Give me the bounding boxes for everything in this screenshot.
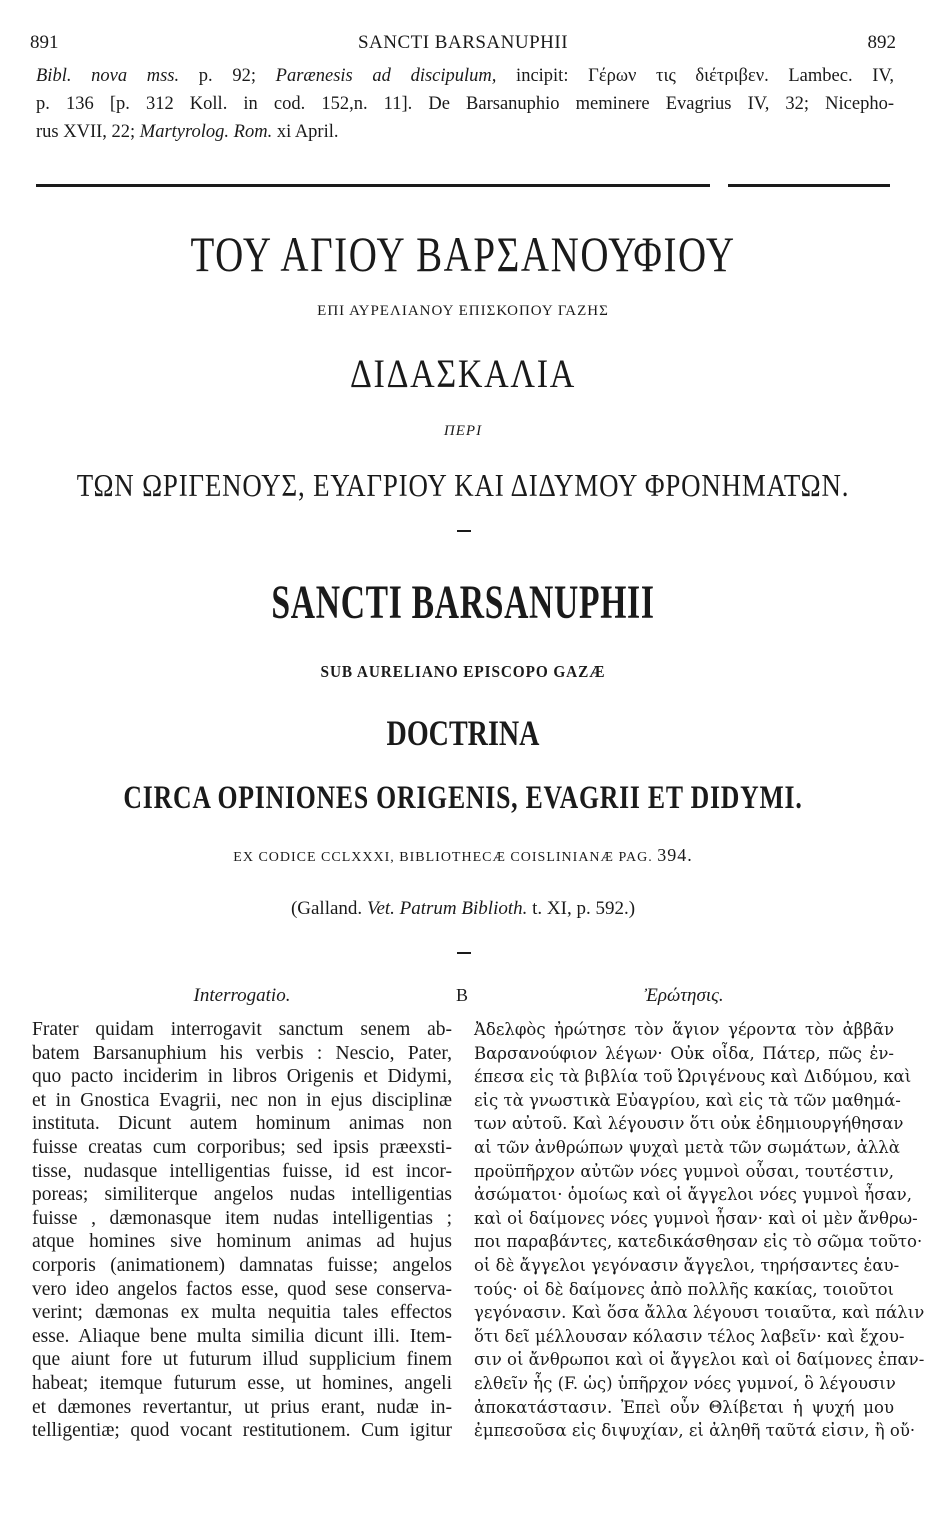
greek-didaskalia: ΔΙΔΑΣΚΑΛΙΑ bbox=[349, 351, 577, 396]
text-line: Frater quidam interrogavit sanctum senem ab- bbox=[32, 1019, 452, 1040]
text-line: εἰς τὰ γνωστικὰ Εὐαγρίου, καὶ εἰς τὰ τῶν μαθημά- bbox=[474, 1090, 901, 1110]
greek-ton-line: ΤΩΝ ΩΡΙΓΕΝΟΥΣ, ΕΥΑΓΡΙΟΥ ΚΑΙ ΔΙΔΥΜΟΥ ΦΡΟΝΗΜΑΤΩΝ. bbox=[76, 467, 850, 503]
section-rule-left bbox=[36, 184, 710, 187]
text-line: ἀσώματοι· ὁμοίως καὶ οἱ ἄγγελοι νόες γυμνοὶ ἦσαν, bbox=[474, 1185, 912, 1205]
greek-title: ΤΟΥ ΑΓΙΟΥ ΒΑΡΣΑΝΟΥΦΙΟΥ bbox=[190, 226, 736, 282]
running-title: SANCTI BARSANUPHII bbox=[357, 32, 569, 53]
bibliographic-reference bbox=[36, 62, 894, 146]
text-line: fuisse creatas cum corporibus; sed ipsis præexsti- bbox=[32, 1136, 452, 1158]
text-line: ὅτι δεῖ μέλλουσαν κόλασιν τέλος λαβεῖν· καὶ ἔχου- bbox=[474, 1326, 905, 1346]
latin-subtitle: SUB AURELIANO EPISCOPO GAZÆ bbox=[320, 662, 606, 681]
reference-lambec: Lambec. IV, bbox=[768, 66, 895, 86]
text-line: tisse, nudasque intelligentias fuisse, id est incor- bbox=[32, 1160, 452, 1182]
text-line: έπεσα εἰς τὰ βιβλία τοῦ Ὠριγένους καὶ Διδύμου, καὶ bbox=[474, 1067, 912, 1087]
galland-citation bbox=[0, 898, 926, 920]
text-line: Ἀδελφὸς ἠρώτησε τὸν ἅγιον γέροντα τὸν ἀββᾶν bbox=[474, 1020, 894, 1039]
galland-work: Vet. Patrum Biblioth. bbox=[366, 898, 528, 919]
greek-column-heading: Ἐρώτησις. bbox=[644, 985, 724, 1006]
source-codex-page: 394. bbox=[657, 845, 693, 865]
page-number-left: 891 bbox=[30, 32, 59, 53]
text-line: que aiunt fore ut futurum illud supplicium finem bbox=[32, 1349, 452, 1371]
greek-text-column bbox=[474, 1018, 925, 1443]
latin-doctrina: DOCTRINA bbox=[386, 713, 540, 753]
text-line: ἐμπεσοῦσα εἰς διψυχίαν, εἰ ἀληθῆ ταῦτά εἰσιν, ἢ οὔ· bbox=[474, 1421, 916, 1441]
source-codex-line bbox=[0, 845, 926, 866]
divider-dash bbox=[457, 530, 471, 532]
text-line: instituta. Dicunt autem hominum animas non bbox=[32, 1113, 452, 1135]
text-line: poreas; similiterque angelos nudas intelligentias bbox=[32, 1184, 452, 1206]
section-rule-right bbox=[728, 184, 890, 187]
reference-line-2: p. 136 [p. 312 Koll. in cod. 152,n. 11]. De Barsanuphio meminere Evagrius IV, 32; Nicepho- bbox=[36, 94, 894, 114]
text-line: αἱ τῶν ἀνθρώπων ψυχαὶ μετὰ τῶν σωμάτων, ἀλλὰ bbox=[474, 1137, 900, 1157]
latin-column-heading: Interrogatio. bbox=[193, 985, 291, 1006]
reference-april: xi April. bbox=[272, 122, 339, 142]
text-line: ποι παραβάντες, κατεδικάσθησαν εἰς τὸ σῶμα τοῦτο· bbox=[474, 1232, 923, 1252]
running-header bbox=[30, 32, 896, 62]
divider-dash-2 bbox=[457, 952, 471, 954]
margin-letter: B bbox=[456, 985, 469, 1005]
reference-page: p. 92; bbox=[179, 66, 276, 86]
text-line: atque homines sive hominum animas ad hujus bbox=[32, 1231, 452, 1253]
reference-paraenesis: Parænesis ad discipulum, bbox=[275, 66, 497, 86]
text-line: telligentiæ; quod vocant restitutionem. Cum igitur bbox=[32, 1420, 452, 1442]
latin-title: SANCTI BARSANUPHII bbox=[271, 576, 655, 629]
reference-bibl: Bibl. nova mss. bbox=[36, 66, 180, 86]
text-line: et dæmones revertantur, ut prius erant, nudæ in- bbox=[32, 1396, 452, 1418]
galland-volume: t. XI, p. 592.) bbox=[527, 898, 636, 919]
latin-circa-line: CIRCA OPINIONES ORIGENIS, EVAGRII ET DIDYMI. bbox=[123, 780, 803, 816]
text-line: fuisse , dæmonasque item nudas intelligentias ; bbox=[32, 1207, 452, 1229]
reference-line-3 bbox=[36, 118, 894, 146]
reference-incipit: incipit: Γέρων τις διέτριβεν. bbox=[496, 66, 769, 86]
greek-subtitle: ΕΠΙ ΑΥΡΕΛΙΑΝΟΥ ΕΠΙΣΚΟΠΟΥ ΓΑΖΗΣ bbox=[317, 303, 609, 319]
text-line: esse. Aliaque bene multa similia dicunt illi. Item- bbox=[32, 1325, 452, 1347]
reference-martyrolog: Martyrolog. Rom. bbox=[139, 122, 273, 142]
text-line: et in Gnostica Evagrii, nec non in ejus disciplinæ bbox=[32, 1089, 452, 1111]
latin-text-column bbox=[32, 1018, 452, 1443]
galland-author: (Galland. bbox=[290, 898, 367, 919]
text-line: καὶ οἱ δαίμονες νόες γυμνοὶ ἦσαν· καὶ οἱ μὲν ἄνθρω- bbox=[474, 1208, 918, 1228]
text-line: Βαρσανούφιον λέγων· Οὐκ οἶδα, Πάτερ, πῶς ἐν- bbox=[474, 1043, 894, 1063]
text-line: vero ideo angelos factos esse, quod sese conserva- bbox=[32, 1278, 452, 1300]
text-line: verint; dæmonas ex multa nequitia tales effectos bbox=[32, 1302, 452, 1324]
text-line: batem Barsanuphium his verbis : Nescio, Pater, bbox=[32, 1042, 452, 1064]
text-line: γεγόνασιν. Καὶ ὅσα ἄλλα λέγουσι τοιαῦτα, καὶ πάλιν bbox=[474, 1303, 925, 1323]
text-line: τούς· οἱ δὲ δαίμονες ἀπὸ πολλῆς κακίας, τοιοῦτοι bbox=[474, 1279, 894, 1299]
reference-line-1 bbox=[36, 62, 894, 90]
text-line: quo pacto inciderim in libros Origenis et Didymi, bbox=[32, 1066, 452, 1088]
source-codex-text: EX CODICE CCLXXXI, BIBLIOTHECÆ COISLINIANÆ PAG. bbox=[233, 850, 658, 865]
text-line: σιν οἱ ἄνθρωποι καὶ οἱ ἄγγελοι καὶ οἱ δαίμονες ἐπαν- bbox=[474, 1350, 925, 1370]
reference-nicephorus: rus XVII, 22; bbox=[36, 122, 140, 142]
text-line: ελθεῖν ἧς (F. ὡς) ὑπῆρχον νόες γυμνοί, ὃ λέγουσιν bbox=[474, 1373, 896, 1393]
text-line: οἱ δὲ ἄγγελοι γεγόνασιν ἄγγελοι, τηρήσαντες ἑαυ- bbox=[474, 1255, 900, 1275]
text-line: habeat; itemque futurum esse, ut homines, angeli bbox=[32, 1372, 452, 1394]
text-line: των αὐτοῦ. Καὶ λέγουσιν ὅτι οὐκ ἐδημιουργήθησαν bbox=[474, 1114, 904, 1134]
text-line: προϋπῆρχον αὐτῶν νόες γυμνοὶ οὖσαι, τουτέστιν, bbox=[474, 1161, 894, 1181]
text-line: ἀποκατάστασιν. Ἐπεὶ οὖν Θλίβεται ἡ ψυχή μου bbox=[474, 1397, 894, 1417]
greek-peri: ΠΕΡΙ bbox=[443, 423, 483, 439]
text-line: corporis (animationem) damnatas fuisse; angelos bbox=[32, 1254, 452, 1276]
page-number-right: 892 bbox=[867, 32, 896, 53]
